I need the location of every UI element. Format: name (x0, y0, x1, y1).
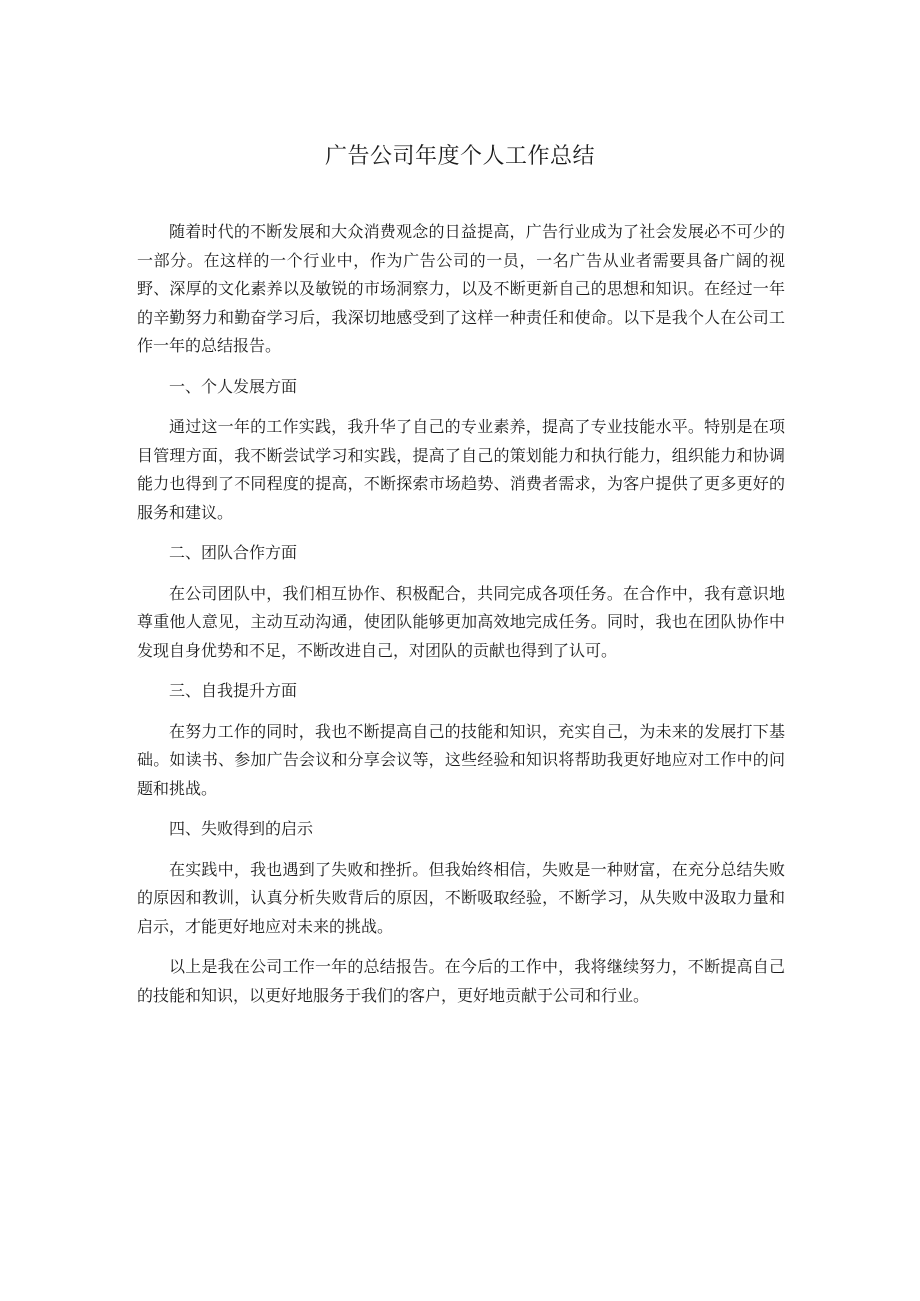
section-text-teamwork: 在公司团队中，我们相互协作、积极配合，共同完成各项任务。在合作中，我有意识地尊重他人意见，主动互动沟通，使团队能够更加高效地完成任务。同时，我也在团队协作中发现自身优势和不足，不断改进自己，对团队的贡献也得到了认可。 (137, 583, 785, 660)
section-heading-lessons-from-failure: 四、失败得到的启示 (169, 819, 314, 838)
section-heading-self-improvement: 三、自我提升方面 (169, 681, 298, 700)
document-title: 广告公司年度个人工作总结 (324, 144, 595, 169)
document-body (137, 218, 785, 1022)
intro-paragraph: 随着时代的不断发展和大众消费观念的日益提高，广告行业成为了社会发展必不可少的一部分。在这样的一个行业中，作为广告公司的一员，一名广告从业者需要具备广阔的视野、深厚的文化素养以及敏锐的市场洞察力，以及不断更新自己的思想和知识。在经过一年的辛勤努力和勤奋学习后，我深切地感受到了这样一种责任和使命。以下是我个人在公司工作一年的总结报告。 (137, 222, 785, 355)
section-heading-personal-development: 一、个人发展方面 (169, 376, 298, 396)
conclusion-paragraph: 以上是我在公司工作一年的总结报告。在今后的工作中，我将继续努力，不断提高自己的技能和知识，以更好地服务于我们的客户，更好地贡献于公司和行业。 (137, 957, 785, 1005)
section-heading-teamwork: 二、团队合作方面 (169, 543, 298, 562)
section-text-self-improvement: 在努力工作的同时，我也不断提高自己的技能和知识，充实自己，为未来的发展打下基础。如读书、参加广告会议和分享会议等，这些经验和知识将帮助我更好地应对工作中的问题和挑战。 (137, 721, 785, 798)
section-text-lessons-from-failure: 在实践中，我也遇到了失败和挫折。但我始终相信，失败是一种财富，在充分总结失败的原因和教训，认真分析失败背后的原因，不断吸取经验，不断学习，从失败中汲取力量和启示，才能更好地应对未来的挑战。 (137, 859, 785, 936)
section-text-personal-development: 通过这一年的工作实践，我升华了自己的专业素养，提高了专业技能水平。特别是在项目管理方面，我不断尝试学习和实践，提高了自己的策划能力和执行能力，组织能力和协调能力也得到了不同程度的提高，不断探索市场趋势、消费者需求，为客户提供了更多更好的服务和建议。 (137, 417, 785, 522)
